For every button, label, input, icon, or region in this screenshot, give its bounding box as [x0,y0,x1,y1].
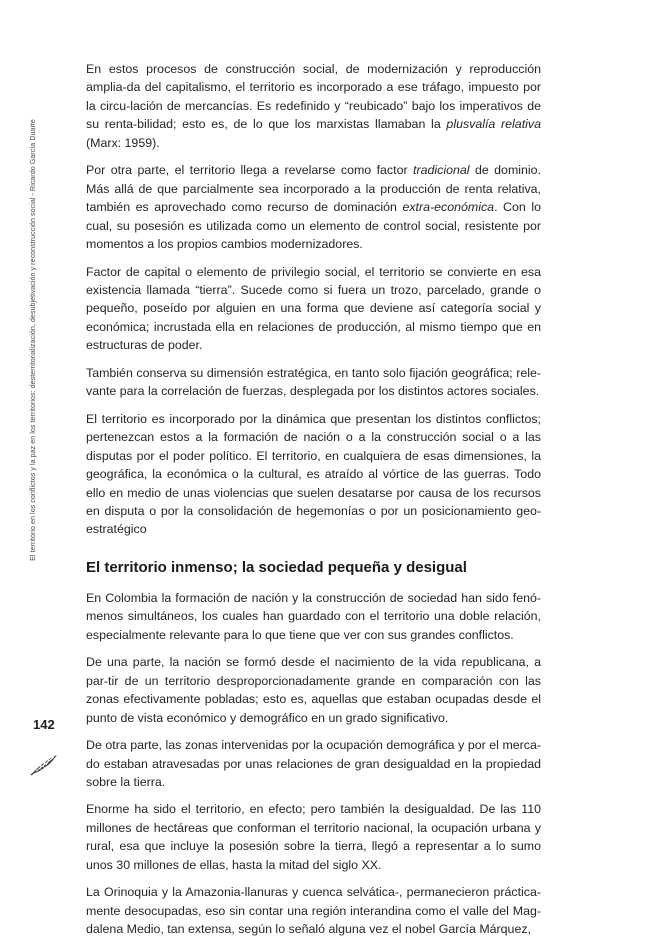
paragraph-text: . Con lo cual, su posesión es utilizada como un elemento de control social, resistente por momentos a los propios cambios modernizadores. [86,200,541,252]
body-paragraph [86,60,541,152]
running-head-text: El territorio en los conflictos y la paz en los territorios: desterritorialización, desubjetivación y reconstrucción social - Ricardo García Duarte [29,119,38,561]
feather-quill-icon [30,752,60,776]
running-head-vertical [25,60,41,620]
paragraph-text: Por otra parte, el territorio llega a revelarse como factor [86,163,414,178]
body-paragraph [86,736,541,791]
page-number: 142 [33,717,55,732]
paragraph-text: El territorio es incorporado por la dinámica que presentan los distintos conflictos; pertenezcan estos a la formación de nación o a la construcción social o a las disputas por el poder político. El territorio, en cualquiera de esas dimensiones, la geográfica, la económica o la cultural, es atraído al vórtice de las guerras. Todo ello en medio de unas violencias que suelen desatarse por causa de los recursos en disputa o por la consolidación de hegemonías o por un posicionamiento geo-estratégico [86,411,541,537]
main-text-column [86,60,541,948]
paragraph-text: (Marx: 1959). [86,135,160,150]
bottom-paragraphs [86,589,541,939]
section-heading: El territorio inmenso; la sociedad pequeña y desigual [86,558,467,576]
paragraph-text: En estos procesos de construcción social, de modernización y reproducción amplia-da del capitalismo, el territorio es incorporado a ese tráfago, impuesto por la circu-lación de mercancías. Es redefinido y “reubicado” bajo los imperativos de su renta-bilidad; esto es, de lo que los marxistas llamaban la [86,62,541,132]
paragraph-text: También conserva su dimensión estratégica, en tanto solo fijación geográfica; rele-vante para la correlación de fuerzas, desplegada por los distintos actores sociales. [86,365,541,399]
paragraph-text: Factor de capital o elemento de privilegio social, el territorio se convierte en esa existencia llamada “tierra”. Sucede como si fuera un trozo, parcelado, grande o pequeño, poseído por alguien en una forma que deviene así categoría social y económica; incrustada ella en relaciones de producción, al mismo tiempo que en estructuras de poder. [86,264,541,353]
body-paragraph [86,800,541,874]
body-paragraph [86,589,541,644]
paragraph-text: De otra parte, las zonas intervenidas por la ocupación demográfica y por el merca-do estaban atravesadas por unas relaciones de gran desigualdad en la propiedad sobre la tierra. [86,738,541,789]
body-paragraph [86,263,541,355]
body-paragraph [86,410,541,539]
paragraph-text: Enorme ha sido el territorio, en efecto; pero también la desigualdad. De las 110 millones de hectáreas que conforman el territorio nacional, la ocupación urbana y rural, esa que incluye la posesión sobre la tierra, llegó a representar a lo sumo unos 30 millones de ellas, hasta la mitad del siglo XX. [86,802,541,872]
paragraph-text: La Orinoquia y la Amazonia-llanuras y cuenca selvática-, permanecieron práctica-mente desocupadas, eso sin contar una región interandina como el valle del Mag-dalena Medio, tan extensa, según lo señaló alguna vez el nobel García Márquez, [86,885,541,937]
paragraph-text: de dominio. Más allá de que parcialmente sea incorporado a la producción de renta relativa, también es aprovechado como recurso de dominación [86,163,541,215]
paragraph-text: En Colombia la formación de nación y la construcción de sociedad han sido fenó-menos simultáneos, los cuales han guardado con el territorio una doble relación, especialmente relevante para lo que tiene que ver con sus grandes conflictos. [86,590,541,642]
top-paragraphs [86,60,541,539]
emphasis-text: tradicional [413,163,470,178]
paragraph-text: De una parte, la nación se formó desde el nacimiento de la vida republicana, a par-tir de un territorio desproporcionadamente grande en comparación con las zonas efectivamente pobladas; esto es, aquellas que estaban ocupadas desde el punto de vista económico y demográfico en un grado significativo. [86,655,541,725]
body-paragraph [86,161,541,253]
emphasis-text: extra-económica [402,200,495,215]
body-paragraph [86,883,541,938]
body-paragraph [86,364,541,401]
emphasis-text: plusvalía relativa [446,117,541,132]
body-paragraph [86,653,541,727]
